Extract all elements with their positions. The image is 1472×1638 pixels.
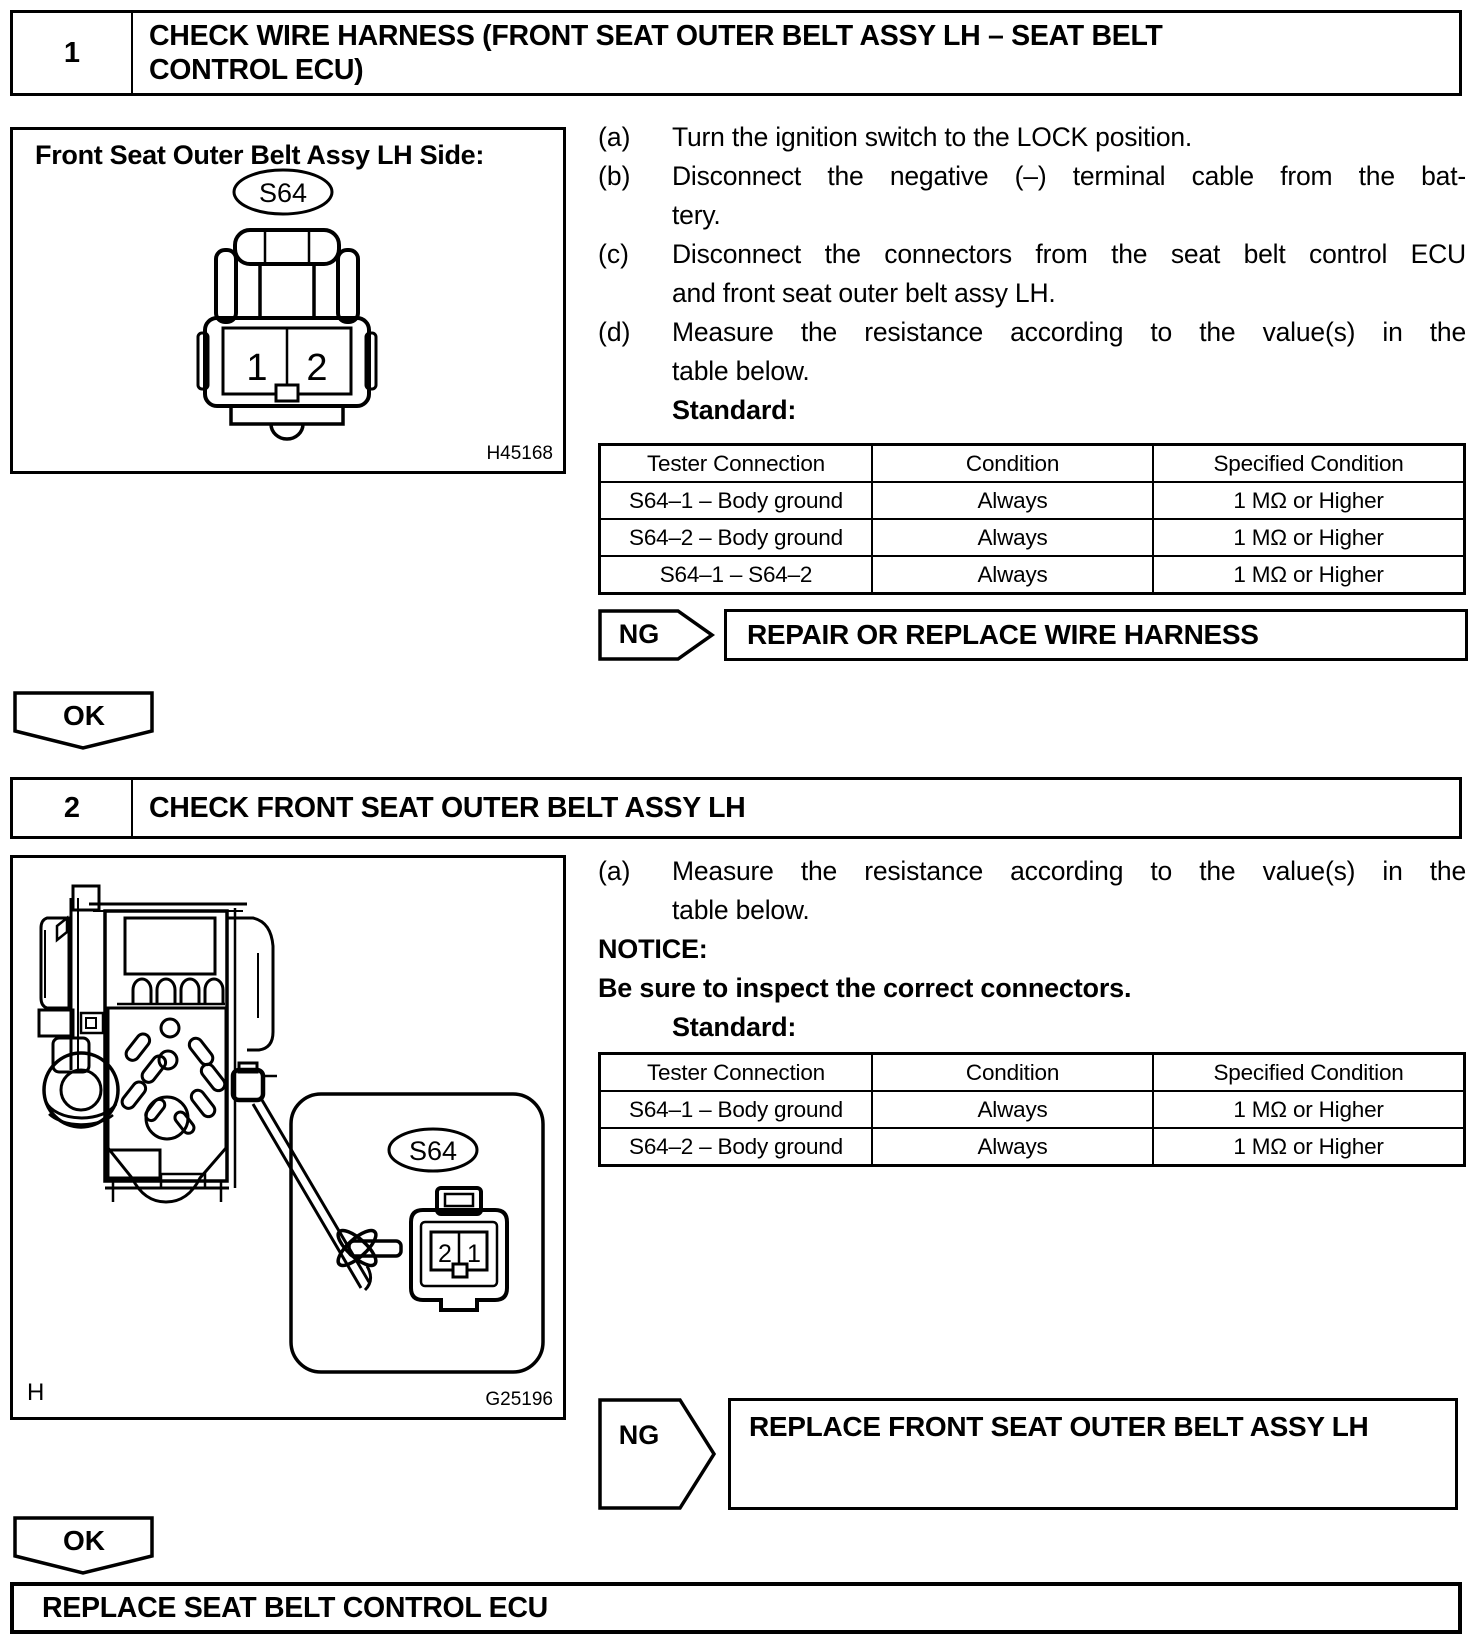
step2-figure [10, 855, 566, 1420]
step2-ok-label: OK [63, 1525, 105, 1556]
table-header-row [600, 445, 1465, 483]
step2-figure-id: G25196 [485, 1389, 553, 1410]
step1-standard-label: Standard: [672, 395, 797, 425]
table-row [600, 519, 1465, 556]
belt-retractor-diagram [13, 858, 563, 1417]
step2-standard-label: Standard: [672, 1012, 797, 1042]
step1-ok-label: OK [63, 700, 105, 731]
step2-ng-label: NG [618, 1420, 660, 1450]
column-header: Specified Condition [1153, 1054, 1464, 1092]
instruction-line: table below. [672, 895, 810, 925]
instruction-line: Measure the resistance according to the value(s) in the [672, 856, 1466, 886]
step1-figure-caption: Front Seat Outer Belt Assy LH Side: [35, 140, 485, 170]
instruction-line: Disconnect the negative (–) terminal cable from the bat- [672, 161, 1466, 191]
table-cell: 1 MΩ or Higher [1153, 1128, 1464, 1166]
table-cell: Always [872, 556, 1153, 594]
instruction-marker: (a) [598, 122, 631, 152]
step1-ng-result: REPAIR OR REPLACE WIRE HARNESS [724, 609, 1468, 661]
step1-ng-row [598, 609, 1468, 661]
step1-title [133, 13, 1459, 93]
step1-figure-id: H45168 [486, 443, 553, 464]
table-cell: S64–2 – Body ground [600, 1128, 872, 1166]
step2-title-line1: CHECK FRONT SEAT OUTER BELT ASSY LH [149, 792, 746, 824]
column-header: Condition [872, 445, 1153, 483]
step2-ng-badge [598, 1398, 718, 1510]
step2-spec-table [598, 1052, 1466, 1167]
final-action-text: REPLACE SEAT BELT CONTROL ECU [42, 1591, 548, 1624]
instruction-item [598, 157, 1466, 235]
instruction-line: tery. [672, 200, 721, 230]
table-cell: S64–1 – Body ground [600, 1091, 872, 1128]
ng-pentagon-icon [598, 1398, 718, 1510]
table-cell: Always [872, 519, 1153, 556]
column-header: Tester Connection [600, 1054, 872, 1092]
column-header: Tester Connection [600, 445, 872, 483]
instruction-marker: (c) [598, 239, 629, 269]
connector-front-view-diagram [13, 130, 563, 471]
table-cell: 1 MΩ or Higher [1153, 519, 1464, 556]
step2-title [133, 780, 1459, 836]
instruction-item [598, 313, 1466, 391]
table-cell: S64–1 – S64–2 [600, 556, 872, 594]
table-header-row [600, 1054, 1465, 1092]
step1-title-line2: CONTROL ECU) [149, 54, 364, 86]
instruction-line: Disconnect the connectors from the seat belt control ECU [672, 239, 1466, 269]
step2-ok-badge [13, 1516, 155, 1576]
step2-connector-label: S64 [408, 1136, 458, 1166]
step1-ng-badge [598, 609, 716, 661]
instruction-item [598, 235, 1466, 313]
step2-instructions [598, 852, 1466, 1047]
step2-pin-2-label: 2 [438, 1240, 452, 1268]
table-cell: 1 MΩ or Higher [1153, 482, 1464, 519]
step2-ng-row [598, 1398, 1458, 1510]
instruction-line: Measure the resistance according to the value(s) in the [672, 317, 1466, 347]
step2-figure-letter: H [27, 1379, 45, 1406]
instruction-line: table below. [672, 356, 810, 386]
step1-figure [10, 127, 566, 474]
table-row [600, 482, 1465, 519]
table-cell: 1 MΩ or Higher [1153, 556, 1464, 594]
table-cell: 1 MΩ or Higher [1153, 1091, 1464, 1128]
step2-ng-result: REPLACE FRONT SEAT OUTER BELT ASSY LH [728, 1398, 1458, 1510]
table-cell: S64–1 – Body ground [600, 482, 872, 519]
table-cell: Always [872, 1128, 1153, 1166]
step2-number: 2 [13, 780, 133, 836]
final-action-box [10, 1582, 1462, 1634]
instruction-marker: (d) [598, 317, 631, 347]
column-header: Specified Condition [1153, 445, 1464, 483]
step1-title-line1: CHECK WIRE HARNESS (FRONT SEAT OUTER BELT ASSY LH – SEAT BELT [149, 20, 1163, 52]
table-cell: Always [872, 482, 1153, 519]
step1-pin-1-label: 1 [246, 347, 268, 389]
step1-pin-2-label: 2 [306, 347, 328, 389]
step1-header [10, 10, 1462, 96]
step1-number: 1 [13, 13, 133, 93]
step2-header [10, 777, 1462, 839]
instruction-line: Turn the ignition switch to the LOCK position. [672, 122, 1193, 152]
table-row [600, 1091, 1465, 1128]
table-row [600, 556, 1465, 594]
step2-notice-text: Be sure to inspect the correct connectors. [598, 973, 1132, 1003]
table-cell: Always [872, 1091, 1153, 1128]
table-row [600, 1128, 1465, 1166]
step2-notice-label: NOTICE: [598, 934, 708, 964]
step2-pin-1-label: 1 [467, 1240, 481, 1268]
column-header: Condition [872, 1054, 1153, 1092]
instruction-marker: (b) [598, 161, 631, 191]
table-cell: S64–2 – Body ground [600, 519, 872, 556]
step1-spec-table [598, 443, 1466, 595]
step1-connector-label: S64 [258, 178, 308, 208]
step1-instructions [598, 118, 1466, 430]
instruction-marker: (a) [598, 856, 631, 886]
instruction-item [598, 118, 1466, 157]
instruction-item [598, 852, 1466, 930]
step1-ok-badge [13, 691, 155, 751]
step1-ng-label: NG [618, 619, 660, 649]
instruction-line: and front seat outer belt assy LH. [672, 278, 1056, 308]
